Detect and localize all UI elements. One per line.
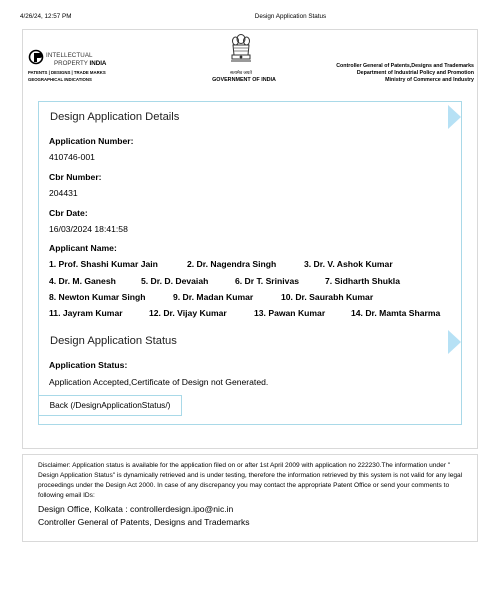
arrow-right-icon (448, 105, 461, 129)
controller-general-block (336, 63, 474, 84)
applicant-name: 6. Dr T. Srinivas (235, 276, 300, 286)
application-number-value: 410746-001 (49, 152, 95, 162)
ip-logo-line1: INTELLECTUAL (46, 52, 93, 59)
arrow-right-icon (448, 330, 461, 354)
details-heading: Design Application Details (50, 111, 180, 123)
status-heading: Design Application Status (50, 335, 177, 347)
application-number-label: Application Number: (49, 136, 134, 146)
print-header (0, 13, 501, 25)
controller-line-3: Ministry of Commerce and Industry (385, 76, 474, 83)
print-page-title: Design Application Status (254, 13, 327, 20)
applicant-name: 14. Dr. Mamta Sharma (351, 308, 441, 318)
national-emblem-icon (228, 32, 254, 70)
application-status-value: Application Accepted,Certificate of Design not Generated. (49, 377, 269, 387)
ip-logo-line2: PROPERTY INDIA (54, 60, 107, 67)
ip-india-logo-icon (28, 49, 48, 69)
applicant-name: 1. Prof. Shashi Kumar Jain (49, 259, 158, 269)
cbr-date-label: Cbr Date: (49, 208, 88, 218)
applicant-name: 2. Dr. Nagendra Singh (187, 259, 277, 269)
applicant-name: 12. Dr. Vijay Kumar (149, 308, 227, 318)
ip-logo-line3: PATENTS | DESIGNS | TRADE MARKS (28, 70, 106, 75)
controller-line-2: Department of Industrial Policy and Promotion (356, 69, 474, 76)
cbr-number-label: Cbr Number: (49, 172, 102, 182)
government-of-india-label: GOVERNMENT OF INDIA (212, 77, 276, 83)
applicant-name: 13. Pawan Kumar (254, 308, 326, 318)
print-datetime: 4/26/24, 12:57 PM (20, 13, 72, 20)
controller-line-1: Controller General of Patents,Designs and Trademarks (336, 63, 474, 69)
applicant-name-label: Applicant Name: (49, 243, 117, 253)
footer-org-name: Controller General of Patents, Designs and Trademarks (38, 517, 250, 527)
applicant-name: 10. Dr. Saurabh Kumar (281, 292, 374, 302)
disclaimer-text: Disclaimer: Application status is available for the application filed on or after 1st April 2009 with application no 222230.The information under " Design Application Status" is dynamically retrieved and is under testing, therefore the information retrieved by this system is not valid for any legal proceedings under the Design Act 2000. In case of any discrepancy you may contact the appropriate Patent Office or send your comments to following email IDs: (38, 462, 463, 499)
emblem-motto: सत्यमेव जयते (230, 70, 252, 75)
applicant-name: 5. Dr. D. Devaiah (141, 276, 209, 286)
applicant-name: 3. Dr. V. Ashok Kumar (304, 259, 393, 269)
contact-email-line: Design Office, Kolkata : controllerdesign.ipo@nic.in (38, 504, 234, 514)
application-status-label: Application Status: (49, 360, 128, 370)
applicant-name: 11. Jayram Kumar (49, 308, 123, 318)
applicant-name: 8. Newton Kumar Singh (49, 292, 146, 302)
applicant-name: 7. Sidharth Shukla (325, 276, 400, 286)
applicant-name: 9. Dr. Madan Kumar (173, 292, 254, 302)
back-button[interactable]: Back (/DesignApplicationStatus/) (38, 395, 182, 416)
applicant-name: 4. Dr. M. Ganesh (49, 276, 116, 286)
ip-india-logo (28, 49, 118, 85)
cbr-date-value: 16/03/2024 18:41:58 (49, 224, 128, 234)
cbr-number-value: 204431 (49, 188, 78, 198)
ip-logo-line4: GEOGRAPHICAL INDICATIONS (28, 77, 92, 82)
